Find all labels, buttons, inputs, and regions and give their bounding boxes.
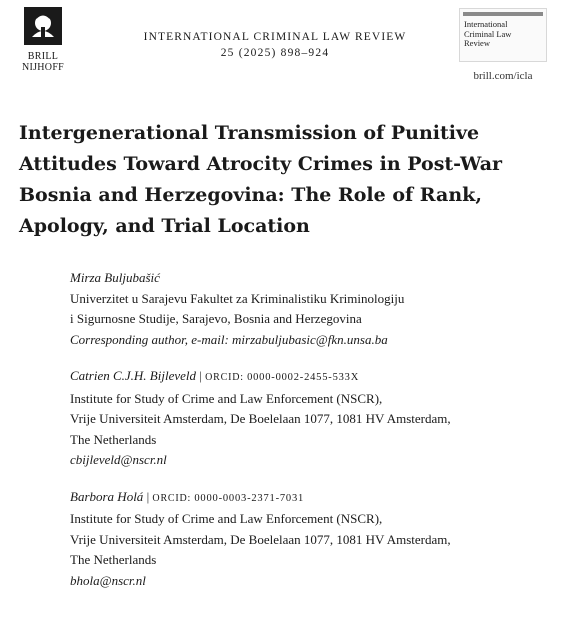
orcid-separator: |: [199, 368, 206, 383]
author-name-line: [70, 487, 540, 510]
brill-logo-icon: [24, 7, 62, 45]
journal-info: [110, 30, 440, 62]
author-email[interactable]: bhola@nscr.nl: [70, 572, 146, 588]
affiliation-line: Vrije Universiteit Amsterdam, De Boelelaan 1077, 1081 HV Amsterdam,: [70, 411, 451, 426]
affiliation-line: Vrije Universiteit Amsterdam, De Boelelaan 1077, 1081 HV Amsterdam,: [70, 531, 451, 547]
journal-url-link[interactable]: brill.com/icla: [473, 70, 533, 82]
cover-title-line-3: Review: [464, 38, 490, 48]
volume-pages: 25 (2025) 898–924: [220, 47, 330, 59]
affiliation-line: Univerzitet u Sarajevu Fakultet za Kriminalistiku Kriminologiju: [70, 290, 405, 306]
author-name-line: [70, 268, 540, 289]
orcid-label: ORCID:: [152, 492, 192, 504]
author-block: [70, 268, 540, 350]
publisher-logo: [14, 7, 72, 73]
orcid-label: ORCID:: [205, 372, 244, 383]
cover-thumbnail: [459, 8, 547, 62]
orcid-link[interactable]: 0000-0002-2455-533X: [247, 372, 360, 383]
author-name: Catrien C.J.H. Bijleveld: [70, 368, 197, 383]
affiliation-line: i Sigurnosne Studije, Sarajevo, Bosnia and Herzegovina: [70, 311, 362, 326]
author-name-line: [70, 366, 540, 389]
publisher-name: [14, 51, 72, 73]
cover-title-line-1: International: [464, 19, 508, 29]
journal-cover: [454, 8, 552, 82]
author-email[interactable]: cbijleveld@nscr.nl: [70, 452, 167, 467]
publisher-line-1: BRILL: [27, 51, 59, 62]
author-block: [70, 487, 540, 592]
orcid-separator: |: [146, 488, 153, 504]
cover-title-line-2: Criminal Law: [464, 28, 512, 39]
author-email[interactable]: Corresponding author, e-mail: mirzabuljubasic@fkn.unsa.ba: [70, 331, 388, 347]
author-block: [70, 366, 540, 471]
affiliation-line: Institute for Study of Crime and Law Enforcement (NSCR),: [70, 511, 383, 526]
affiliation-line: The Netherlands: [70, 552, 157, 567]
article-title: Intergenerational Transmission of Punitive Attitudes Toward Atrocity Crimes in Post-War Bosnia and Herzegovina: The Role of Rank, Apology, and Trial Location: [19, 122, 503, 237]
author-name: Mirza Buljubašić: [70, 270, 160, 285]
affiliation-line: The Netherlands: [70, 431, 157, 447]
author-list: [70, 268, 540, 607]
journal-name: INTERNATIONAL CRIMINAL LAW REVIEW: [143, 31, 407, 43]
publisher-line-2: NIJHOFF: [21, 62, 65, 73]
affiliation-line: Institute for Study of Crime and Law Enforcement (NSCR),: [70, 390, 383, 406]
cover-title: [460, 16, 546, 49]
orcid-link[interactable]: 0000-0003-2371-7031: [194, 492, 305, 504]
author-name: Barbora Holá: [70, 488, 144, 504]
